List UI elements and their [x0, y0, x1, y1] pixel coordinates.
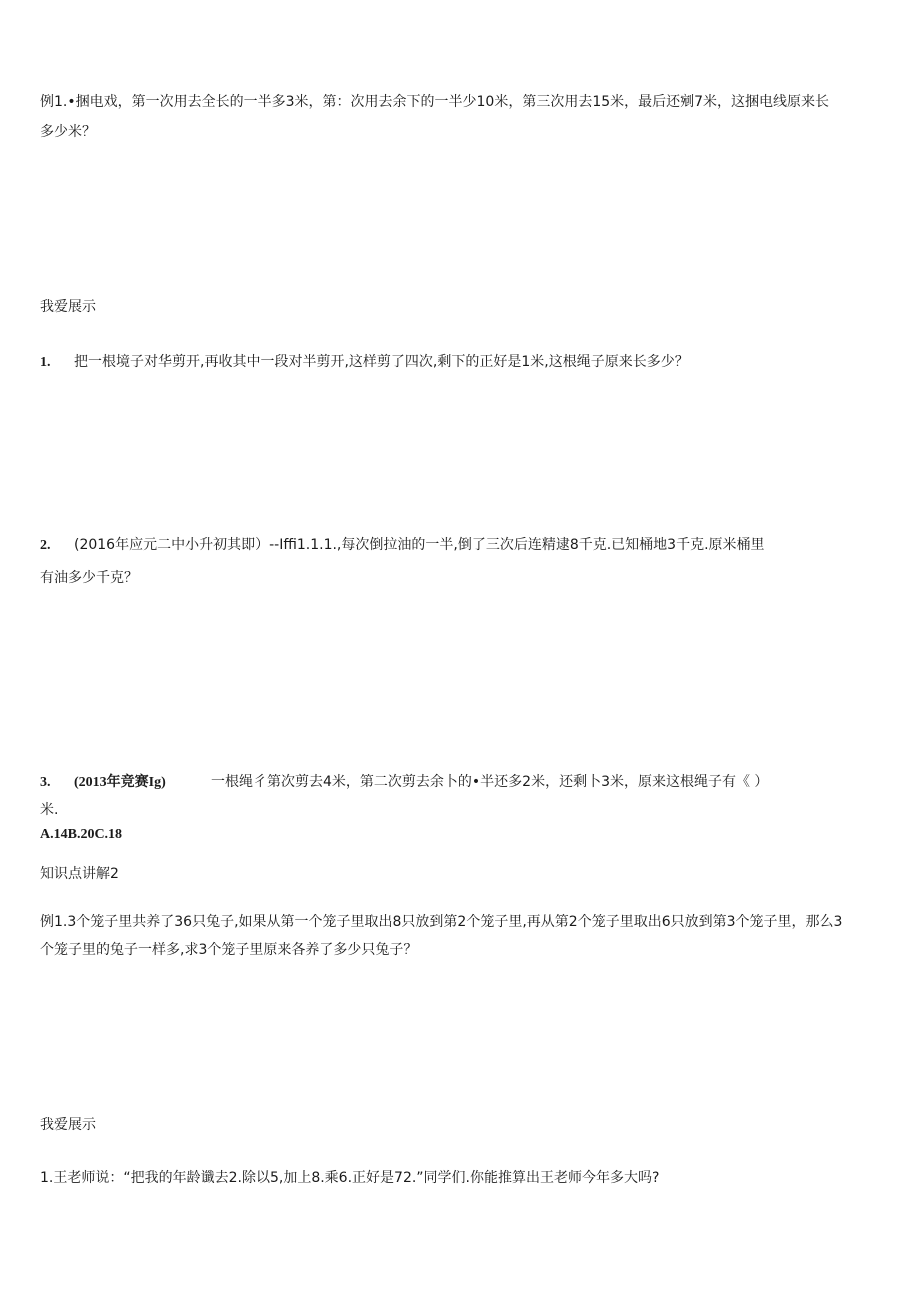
question-4: 1.王老师说：“把我的年龄谶去2.除以5,加上8.乘6.正好是72.”同学们.你能推算出王老师今年多大吗?	[40, 1170, 660, 1186]
example2-line2: 个笼子里的兔子一样多,求3个笼子里原来各养了多少只兔子？	[40, 942, 418, 958]
question-2-line2: 有油多少千克？	[40, 570, 138, 586]
section-heading-show-2: 我爱展示	[40, 1117, 96, 1133]
example1-line2: 多少米？	[40, 124, 96, 140]
question-3	[40, 772, 768, 793]
example1-line1: 例1.•捆电戏，第一次用去全长的一半多3米，第：次用去余下的一半少10米，第三次用去15米，最后还剜7米，这捆电线原来长	[40, 94, 830, 110]
question-3-text: 一根绳彳第次剪去4米，第二次剪去余卜的•半还多2米，还剩卜3米，原来这根绳子有《 ）	[211, 774, 769, 790]
example2-line1: 例1.3个笼子里共养了36只兔子,如果从第一个笼子里取出8只放到第2个笼子里,再从第2个笼子里取出6只放到第3个笼子里，那么3	[40, 914, 843, 930]
question-1	[40, 352, 689, 373]
question-1-number: 1.	[40, 355, 51, 370]
question-2-text: (2016年应元二中小升初其即）--Iffi1.1.1.,每次倒拉油的一半,倒了三次后连精逮8千克.已知桶地3千克.原米桶里	[74, 537, 765, 553]
question-2	[40, 535, 765, 556]
section-heading-show-1: 我爱展示	[40, 299, 96, 315]
knowledge-point-2-heading: 知识点讲解2	[40, 866, 119, 882]
question-3-options: A.14B.20C.18	[40, 827, 123, 842]
question-3-line2: 米.	[40, 802, 59, 818]
question-2-number: 2.	[40, 538, 51, 553]
question-3-number: 3.	[40, 775, 51, 790]
question-3-source: (2013年竞赛Ig)	[74, 775, 166, 790]
question-1-text: 把一根境子对华剪开,再收其中一段对半剪开,这样剪了四次,剩下的正好是1米,这根绳子原来长多少？	[74, 354, 689, 370]
